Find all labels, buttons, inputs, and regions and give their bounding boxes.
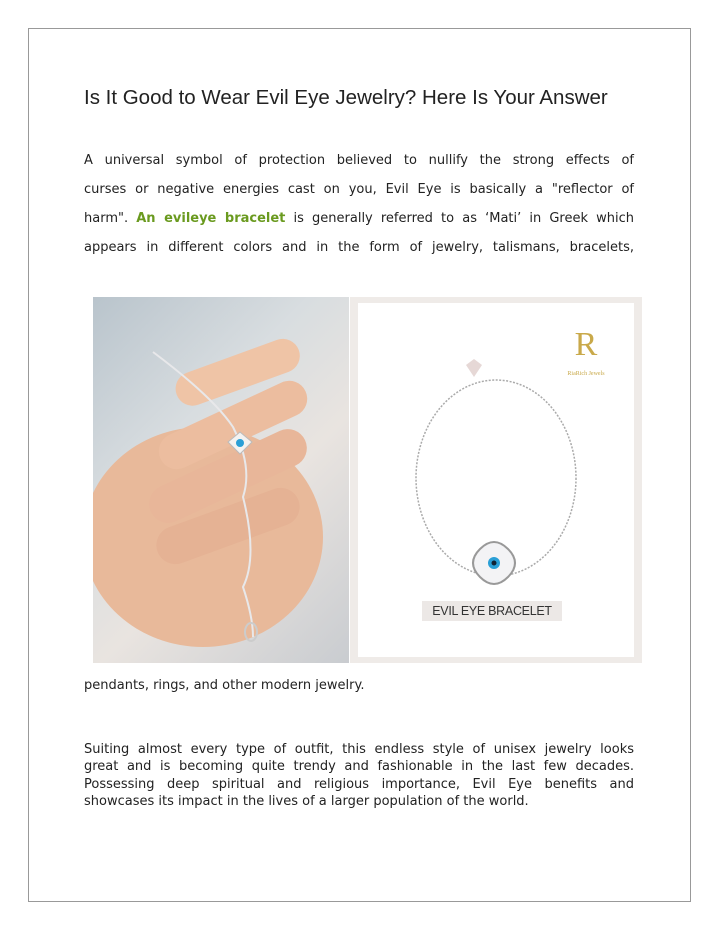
- intro-paragraph: [84, 151, 634, 267]
- paragraph-continuation: pendants, rings, and other modern jewelry.: [84, 678, 365, 693]
- second-paragraph: [84, 741, 634, 810]
- text: is generally referred to as ‘Mati’ in Greek which: [285, 211, 634, 226]
- paragraph-line: great and is becoming quite trendy and fashionable in the last few decades.: [84, 759, 634, 775]
- paragraph-line: [84, 209, 634, 238]
- paragraph-line: Suiting almost every type of outfit, this endless style of unisex jewelry looks: [84, 742, 634, 757]
- svg-text:RiaRich Jewels: RiaRich Jewels: [567, 371, 605, 377]
- paragraph-line: appears in different colors and in the form of jewelry, talismans, bracelets,: [84, 240, 634, 255]
- paragraph-line: showcases its impact in the lives of a larger population of the world.: [84, 793, 529, 809]
- hand-illustration: [93, 297, 349, 663]
- paragraph-line: A universal symbol of protection believed to nullify the strong effects of: [84, 153, 634, 168]
- evileye-bracelet-link[interactable]: An evileye bracelet: [136, 211, 286, 226]
- page-title: Is It Good to Wear Evil Eye Jewelry? Here Is Your Answer: [84, 86, 608, 109]
- paragraph-line: curses or negative energies cast on you, Evil Eye is basically a "reflector of: [84, 182, 634, 197]
- brand-logo-icon: R: [574, 326, 598, 363]
- image-caption: EVIL EYE BRACELET: [422, 601, 562, 621]
- paragraph-line: Possessing deep spiritual and religious importance, Evil Eye benefits and: [84, 776, 634, 792]
- product-panel: [350, 297, 642, 663]
- product-image: [93, 297, 642, 663]
- text: harm".: [84, 211, 137, 226]
- hand-bracelet-photo: [93, 297, 349, 663]
